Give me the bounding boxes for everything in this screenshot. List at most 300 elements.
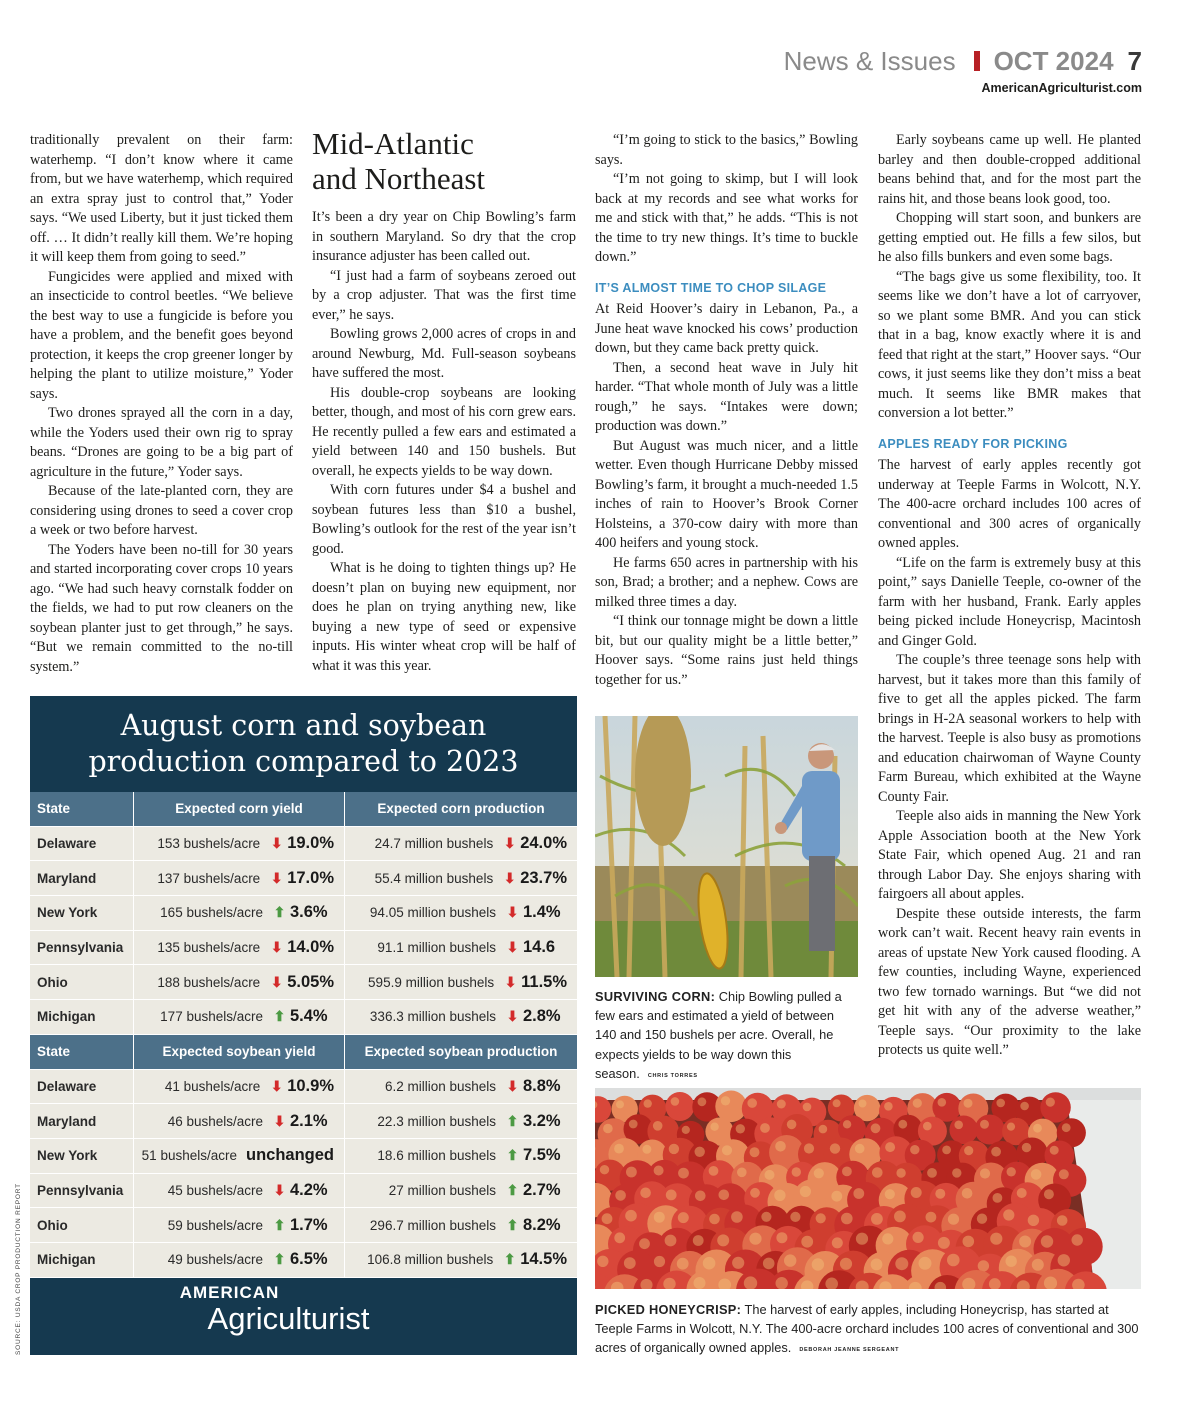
corn-production-value: 94.05 million bushels [369,905,496,921]
apple-highlight [1007,1123,1015,1131]
corn-yield-value: 153 bushels/acre [157,836,261,852]
soy-table-row [30,1139,577,1174]
apple-highlight [978,1260,989,1271]
corn-table-row [30,1000,577,1035]
apple-highlight [693,1235,704,1246]
apple-highlight [871,1213,883,1225]
state-name: Delaware [30,827,134,861]
corn-yield-change [269,869,334,888]
down-arrow-icon: ⬇ [506,904,519,921]
apple-highlight [719,1190,730,1201]
american-agriculturist-logo [30,1270,577,1355]
logo-line-1: AMERICAN [179,1283,280,1302]
paragraph: It’s been a dry year on Chip Bowling’s farm in southern Maryland. So dry that the crop insurance adjuster has been called out. [312,209,576,264]
paragraph: Two drones sprayed all the corn in a day, while the Yoders used their own rig to spray beans. “Drones are going to be a big part of agriculture in the future,” Yoder says. [30,405,293,480]
corn-production-change [502,834,567,853]
up-arrow-icon: ⬆ [273,1216,286,1233]
apple-highlight [964,1146,973,1155]
header-state: State [30,792,134,826]
apple-highlight [629,1120,638,1129]
soy-production-change-value: 7.5% [523,1146,561,1165]
soy-yield-change [246,1146,334,1165]
table-title [30,696,577,792]
state-name: New York [30,896,134,930]
down-arrow-icon: ⬇ [506,1077,519,1094]
soy-yield-cell [134,1070,345,1104]
soy-production-change-value: 8.8% [523,1076,561,1095]
soy-table-row [30,1104,577,1139]
paragraph: Fungicides were applied and mixed with an insecticide to control beetles. “We believe the best way to use a fungicide is before you have a problem, and the benefit goes beyond protection, it keeps the crop greener longer by helping the plant to utilize moisture,” Yoder says. [30,268,293,402]
apple-highlight [814,1168,824,1178]
apple-highlight [615,1190,626,1201]
apple-highlight [819,1125,828,1134]
soy-production-cell [345,1208,577,1242]
article-column-3 [595,131,858,690]
soy-yield-value: 49 bushels/acre [167,1252,263,1268]
header-corn-production: Expected corn production [377,801,545,817]
apple-highlight [792,1167,801,1176]
up-arrow-icon: ⬆ [506,1112,519,1129]
up-arrow-icon: ⬆ [273,1251,286,1268]
apple-highlight [964,1099,973,1108]
apple-highlight [763,1258,775,1270]
paragraph: Early soybeans came up well. He planted barley and then double-cropped additional beans behind that, and for the most part the rains hit, and those beans look good, too. [878,132,1141,207]
paragraph: “I just had a farm of soybeans zeroed out by a crop adjuster. That was the first time ever,” he says. [312,267,576,323]
caption-text: The harvest of early apples, including Honeycrisp, has started at Teeple Farms in Wolcott, N.Y. The 400-acre orchard includes 100 acres of conventional and 300 acres of organically owned apples. [595,1302,1139,1356]
apple-highlight [750,1147,760,1157]
soy-production-change-value: 3.2% [523,1111,561,1130]
down-arrow-icon: ⬇ [270,869,283,886]
apple-highlight [603,1124,613,1134]
apple-highlight [777,1100,786,1109]
article-column-1 [30,131,293,677]
apple-highlight [760,1123,770,1133]
soy-table-row [30,1070,577,1105]
paragraph: “I think our tonnage might be down a little bit, but our quality might be a little better,” Hoover says. “Some rains just held things together for us.” [595,613,858,688]
soy-yield-cell [134,1104,345,1138]
corn-yield-change-value: 3.6% [290,903,328,922]
soy-production-change [505,1216,567,1235]
corn-production-change-value: 2.8% [523,1007,561,1026]
apple-highlight [790,1212,800,1222]
apple-highlight [803,1103,812,1112]
production-table-box [30,696,577,1355]
down-arrow-icon: ⬇ [506,1008,519,1025]
corn-production-change-value: 1.4% [523,903,561,922]
apple-highlight [626,1167,637,1178]
soy-production-change [502,1250,567,1269]
apples-photo [595,1088,1141,1289]
corn-production-cell [345,931,577,965]
apple-highlight [1057,1215,1068,1226]
apple-highlight [1041,1235,1053,1247]
corn-production-value: 24.7 million bushels [374,836,494,852]
apple-highlight [894,1211,906,1223]
soy-yield-change [272,1112,334,1131]
soy-production-change [505,1077,567,1096]
apple-highlight [654,1166,664,1176]
soy-yield-change-value: unchanged [245,1146,334,1165]
apple-highlight [653,1121,663,1131]
paragraph: At Reid Hoover’s dairy in Lebanon, Pa., a June heat wave knocked his cows’ production down, but they came back pretty quick. [595,301,858,356]
apple-highlight [1044,1189,1054,1199]
corn-production-cell [345,1000,577,1034]
soy-yield-cell [134,1174,345,1208]
apple-highlight [654,1212,665,1223]
paragraph: “The bags give us some flexibility, too. It seems like we don’t have a lot of carryover, so we plant some BMR. And you can stick that in a bag, know exactly where it is and feed that right at the start,” Hoover says. “Our cows, it just seems like they don’t miss a beat much. It seems like BMR makes that conversion a lot better.” [878,268,1141,421]
down-arrow-icon: ⬇ [503,869,516,886]
paragraph: Bowling grows 2,000 acres of crops in and around Newburg, Md. Full-season soybeans have suffered the most. [312,326,576,381]
page-header [784,44,1142,95]
corn-production-value: 336.3 million bushels [369,1009,496,1025]
article-column-4 [878,131,1141,1061]
apple-highlight [1032,1259,1044,1271]
soy-production-value: 27 million bushels [388,1182,496,1198]
apple-highlight [871,1123,881,1133]
apple-highlight [812,1258,824,1270]
apple-highlight [872,1167,883,1178]
section-heading [312,126,576,196]
paragraph: What is he doing to tighten things up? He doesn’t plan on buying new equipment, nor does he plan on trying anything new, like buying a new type of seed or expensive inputs. His winter wheat crop will be half of what it was this year. [312,560,576,674]
paragraph: The Yoders have been no-till for 30 years and started incorporating cover crops 10 years ago. “We had such heavy cornstalk fodder on the fields, we had to put row cleaners on the soybean planter just to get through,” he says. “But we remain committed to the no-till system.” [30,541,293,675]
state-name: Ohio [30,965,134,999]
apple-highlight [871,1259,883,1271]
header-soy-production: Expected soybean production [364,1044,558,1060]
soy-production-change [505,1181,567,1200]
paragraph: His double-crop soybeans are looking better, though, and most of his corn grew ears. He recently pulled a few ears and estimated a yield between 140 and 150 bushels. But overall, he expects yields to be way down. [312,384,576,479]
corn-yield-change-value: 5.4% [290,1007,328,1026]
page-number: 7 [1127,46,1142,76]
apple-highlight [1033,1124,1042,1133]
soy-production-cell [345,1174,577,1208]
apple-highlight [695,1191,706,1202]
apples-photo-illustration [595,1088,1141,1289]
apple-highlight [654,1256,665,1267]
apple-highlight [942,1146,951,1155]
state-name: Maryland [30,861,134,895]
apple-highlight [709,1214,720,1225]
subheading-apples: APPLES READY FOR PICKING [878,436,1068,451]
corn-photo-illustration [595,716,858,977]
photo-credit: CHRIS TORRES [647,1072,698,1079]
soy-yield-change-value: 10.9% [287,1076,334,1095]
corn-table-row [30,861,577,896]
apple-highlight [665,1235,677,1247]
apple-highlight [1062,1123,1071,1132]
paragraph: “I’m going to stick to the basics,” Bowling says. [595,132,858,168]
apple-highlight [911,1187,922,1198]
apple-highlight [1019,1236,1031,1248]
apple-highlight [841,1213,853,1225]
apple-highlight [913,1099,922,1108]
corn-production-value: 595.9 million bushels [368,974,495,990]
site-url[interactable]: AmericanAgriculturist.com [981,81,1142,95]
up-arrow-icon: ⬆ [273,904,286,921]
corn-photo-caption [595,987,858,1086]
section-heading-line-2: and Northeast [312,161,486,196]
corn-yield-cell [134,827,345,861]
corn-yield-change [269,834,334,853]
apple-highlight [625,1210,637,1222]
down-arrow-icon: ⬇ [503,835,516,852]
apple-highlight [882,1233,893,1244]
apple-highlight [855,1144,865,1154]
apple-highlight [682,1126,690,1134]
corn-production-change [505,903,567,922]
corn-yield-change [269,938,334,957]
photo-credit: DEBORAH JEANNE SERGEANT [799,1347,900,1354]
apple-highlight [677,1258,689,1270]
apple-shape [665,1092,694,1121]
header-state: State [30,1035,134,1069]
corn-production-change [505,938,567,957]
apple-highlight [801,1236,813,1248]
soy-production-value: 6.2 million bushels [384,1078,496,1094]
apple-highlight [775,1141,786,1152]
apple-highlight [678,1212,689,1223]
apple-highlight [980,1168,990,1178]
apple-highlight [1046,1098,1055,1107]
soy-yield-change-value: 2.1% [290,1111,328,1130]
apple-highlight [1028,1215,1039,1226]
apple-highlight [749,1233,761,1245]
caption-lead: PICKED HONEYCRISP: [595,1302,742,1317]
apple-highlight [990,1233,1002,1245]
state-name: Delaware [30,1070,134,1104]
apple-highlight [666,1190,677,1201]
corn-table-row [30,827,577,862]
down-arrow-icon: ⬇ [270,835,283,852]
apple-highlight [703,1257,716,1270]
apple-highlight [1072,1234,1083,1245]
caption-text: Chip Bowling pulled a few ears and estimated a yield of between 140 and 150 bushels per acre. Overall, he expects yields to be way down this season. [595,989,842,1081]
soy-yield-value: 46 bushels/acre [167,1113,263,1129]
soy-production-cell [345,1104,577,1138]
corn-production-change [505,1007,567,1026]
corn-yield-cell [134,896,345,930]
soy-yield-value: 51 bushels/acre [141,1148,237,1164]
apple-highlight [977,1214,987,1224]
apple-highlight [671,1097,680,1106]
apple-highlight [722,1145,732,1155]
corn-production-change-value: 11.5% [521,972,567,991]
apple-highlight [614,1232,625,1243]
corn-yield-value: 188 bushels/acre [157,974,261,990]
apple-highlight [830,1143,840,1153]
caption-lead: SURVIVING CORN: [595,989,716,1004]
corn-yield-value: 165 bushels/acre [160,905,263,921]
corn-production-change [503,973,567,992]
apple-highlight [732,1257,744,1269]
apple-highlight [750,1188,760,1198]
paragraph: Then, a second heat wave in July hit harder. “That whole month of July was a little rough,” he says. “Intakes were down; production was down.” [595,359,858,434]
apple-highlight [698,1097,707,1106]
soy-yield-change-value: 4.2% [290,1180,328,1199]
up-arrow-icon: ⬆ [506,1147,519,1164]
paragraph: With corn futures under $4 a bushel and soybean futures less than $10 a bushel, Bowling’s outlook for the rest of the year isn’t good. [312,482,576,557]
apple-highlight [938,1098,947,1107]
corn-production-cell [345,827,577,861]
down-arrow-icon: ⬇ [273,1181,286,1198]
apple-highlight [639,1238,650,1249]
apple-highlight [731,1211,743,1223]
state-name: Pennsylvania [30,1174,134,1208]
apple-highlight [644,1099,652,1107]
apple-shape [949,1116,978,1145]
apple-highlight [616,1100,624,1108]
logo-line-2: Agriculturist [207,1301,370,1336]
apple-highlight [804,1143,814,1153]
apple-highlight [832,1237,843,1248]
corn-photo [595,716,858,977]
apple-highlight [991,1147,1001,1157]
down-arrow-icon: ⬇ [504,973,517,990]
apple-highlight [853,1188,864,1199]
apple-highlight [694,1277,706,1289]
paragraph: Teeple also aids in manning the New York Apple Association booth at the New York State Fair, which opened Aug. 21 and ran through Labor Day. She enjoys sharing with fairgoers all about apples. [878,808,1141,902]
soy-production-change-value: 8.2% [523,1215,561,1234]
issue-month: OCT 2024 [993,46,1114,76]
corn-yield-change [269,973,334,992]
apple-highlight [896,1168,905,1177]
state-name: Michigan [30,1000,134,1034]
apple-highlight [898,1120,907,1129]
apple-highlight [954,1121,963,1130]
apple-highlight [947,1254,960,1267]
apple-highlight [624,1257,636,1269]
apple-highlight [614,1144,624,1154]
state-name: Maryland [30,1104,134,1138]
state-name: Ohio [30,1208,134,1242]
soy-yield-value: 41 bushels/acre [164,1078,261,1094]
apple-shape [1040,1092,1070,1122]
header-corn-yield: Expected corn yield [134,792,345,826]
apple-highlight [935,1189,945,1199]
apple-highlight [842,1167,852,1177]
soy-yield-value: 45 bushels/acre [167,1182,263,1198]
soy-production-value: 106.8 million bushels [367,1252,494,1268]
apple-highlight [736,1124,745,1133]
soy-yield-cell [134,1208,345,1242]
apple-highlight [1058,1254,1070,1266]
apple-highlight [602,1213,613,1224]
apple-highlight [843,1120,851,1128]
table-title-line-1: August corn and soybean [120,709,487,742]
apple-highlight [717,1234,729,1246]
paragraph: “Life on the farm is extremely busy at this point,” says Danielle Teeple, co-owner of the farm with her husband, Frank. Early apples being picked include Honeycrisp, Macintosh and Ginger Gold. [878,554,1141,649]
apple-highlight [710,1123,718,1131]
corn-production-cell [345,861,577,895]
corn-production-change-value: 24.0% [520,834,567,853]
soy-table-row [30,1174,577,1209]
apple-highlight [737,1168,747,1178]
apple-highlight [963,1236,975,1248]
apple-highlight [833,1099,841,1107]
state-name: Michigan [30,1243,134,1277]
corn-rows [30,827,577,1035]
state-name: Pennsylvania [30,931,134,965]
apple-highlight [776,1277,788,1289]
corn-production-change [502,869,567,888]
corn-production-value: 55.4 million bushels [374,870,494,886]
corn-yield-cell [134,931,345,965]
apple-highlight [761,1212,771,1222]
apple-highlight [895,1257,908,1270]
apple-highlight [885,1142,895,1152]
state-name: New York [30,1139,134,1173]
apple-highlight [996,1099,1005,1108]
header-soy-yield: Expected soybean yield [134,1035,345,1069]
soy-production-cell [345,1139,577,1173]
apple-highlight [1020,1102,1029,1111]
corn-production-cell [345,896,577,930]
paragraph: Chopping will start soon, and bunkers are getting emptied out. He fills a few silos, but he also fills bunkers and even some bags. [878,210,1141,265]
soy-yield-change [272,1216,334,1235]
apple-highlight [776,1232,787,1243]
apple-highlight [747,1098,757,1108]
corn-production-cell [345,965,577,999]
apple-highlight [923,1122,932,1131]
apple-highlight [1059,1169,1069,1179]
apple-highlight [597,1256,608,1267]
soy-rows [30,1070,577,1278]
corn-yield-change-value: 17.0% [287,868,334,887]
apple-highlight [884,1102,893,1111]
corn-table-header [30,792,577,827]
apple-highlight [910,1145,919,1154]
apples-photo-caption [595,1300,1141,1361]
source-note: SOURCE: USDA CROP PRODUCTION REPORT [15,1183,22,1355]
corn-yield-value: 135 bushels/acre [157,940,261,956]
soy-yield-change [272,1250,334,1269]
corn-yield-change-value: 19.0% [287,834,334,853]
corn-table-row [30,931,577,966]
down-arrow-icon: ⬇ [506,939,519,956]
apple-highlight [919,1257,932,1270]
corn-production-change-value: 14.6 [523,938,556,957]
header-divider [974,51,980,71]
soy-table-header [30,1035,577,1070]
apple-shape [975,1115,1005,1145]
apple-highlight [678,1168,689,1179]
soy-production-change-value: 14.5% [520,1250,567,1269]
paragraph: The couple’s three teenage sons help with harvest, but it takes more than this family of five to get all the apples picked. The farm brings in H-2A seasonal workers to help with the harvest. Teeple is also busy as promotions and education chairwoman of Wayne County Farm Bureau, which exhibited at the Wayne County Fair. [878,652,1141,805]
paragraph: But August was much nicer, and a little wetter. Even though Hurricane Debby missed Bowling’s farm, it brought a much-needed 1.5 inches of rain to Hoover’s Brook Corner Holsteins, a 370-cow dairy with more than 400 heifers and young stock. [595,437,858,551]
soy-yield-change [269,1077,334,1096]
apple-highlight [1006,1256,1017,1267]
paragraph: “I’m not going to skimp, but I will look back at my records and see what works for me and stick with that,” he adds. “This is not the time to try new things. It’s time to buckle down.” [595,171,858,265]
apple-highlight [856,1233,868,1245]
apple-highlight [962,1188,973,1199]
apple-highlight [980,1120,989,1129]
apple-highlight [993,1193,1003,1203]
apple-highlight [1003,1209,1014,1220]
production-table [30,792,577,1278]
apple-highlight [1031,1169,1042,1180]
down-arrow-icon: ⬇ [273,1112,286,1129]
apple-highlight [859,1100,867,1108]
corn-table-row [30,965,577,1000]
paragraph: The harvest of early apples recently got underway at Teeple Farms in Wolcott, N.Y. The 400-acre orchard includes 100 acres of conventional and 300 acres of organically owned apples. [878,457,1141,551]
up-arrow-icon: ⬆ [503,1251,516,1268]
corn-yield-cell [134,965,345,999]
apple-highlight [948,1214,959,1225]
corn-yield-value: 137 bushels/acre [157,870,261,886]
up-arrow-icon: ⬆ [506,1216,519,1233]
soy-yield-change [272,1181,334,1200]
corn-production-value: 91.1 million bushels [377,940,496,956]
paragraph: Despite these outside interests, the farm work can’t wait. Recent heavy rain events in areas of upstate New York caused flooding. A few counties, including Wayne, experienced two few tornado warnings. But “we did not get hit with any of the adverse weather,” Teeple says. “Our proximity to the lake protects us quite well.” [878,905,1141,1058]
